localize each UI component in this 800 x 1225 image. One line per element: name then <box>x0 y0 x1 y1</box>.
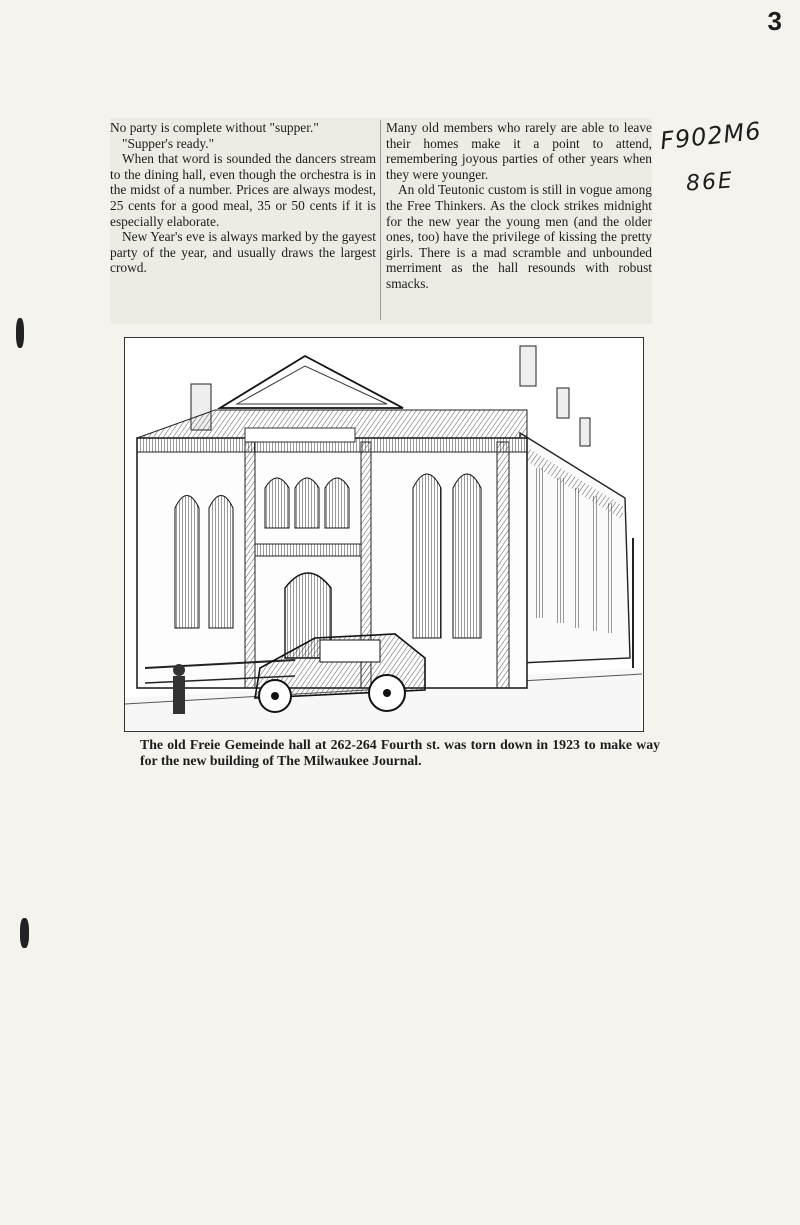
paragraph: "Supper's ready." <box>122 135 215 151</box>
paragraph: When that word is sounded the dancers stream to the dining hall, even though the orchestra is in the midst of a number. Prices are always modest, 25 cents for a good meal, 35 or 50 cents if it is especially elaborate. <box>110 151 376 229</box>
hall-sketch <box>125 338 642 730</box>
paragraph: New Year's eve is always marked by the gayest party of the year, and usually draws the largest crowd. <box>110 229 376 276</box>
paragraph: An old Teutonic custom is still in vogue among the Free Thinkers. As the clock strikes midnight for the new year the young men (and the older ones, too) have the privilege of kissing the pretty girls. There is a mad scramble and unbounded merriment as the hall resounds with robust smacks. <box>386 182 652 291</box>
paragraph: Many old members who rarely are able to leave their homes make it a point to attend, remembering joyous parties of other years when they were younger. <box>386 120 652 182</box>
handwritten-archive-subcode: 86E <box>685 168 735 197</box>
article-left-column <box>110 120 376 276</box>
page-number: 3 <box>767 6 782 36</box>
news-clipping <box>110 118 652 324</box>
scan-mark-top <box>16 318 24 348</box>
article-right-column <box>386 120 652 292</box>
scan-mark-bottom <box>20 918 29 948</box>
illustration-caption: The old Freie Gemeinde hall at 262-264 Fourth st. was torn down in 1923 to make way for the new building of The Milwaukee Journal. <box>140 737 660 768</box>
paragraph: No party is complete without "supper." <box>110 120 319 135</box>
column-rule <box>380 120 381 320</box>
handwritten-archive-code: F902M6 <box>658 116 763 156</box>
building-illustration <box>124 337 644 732</box>
